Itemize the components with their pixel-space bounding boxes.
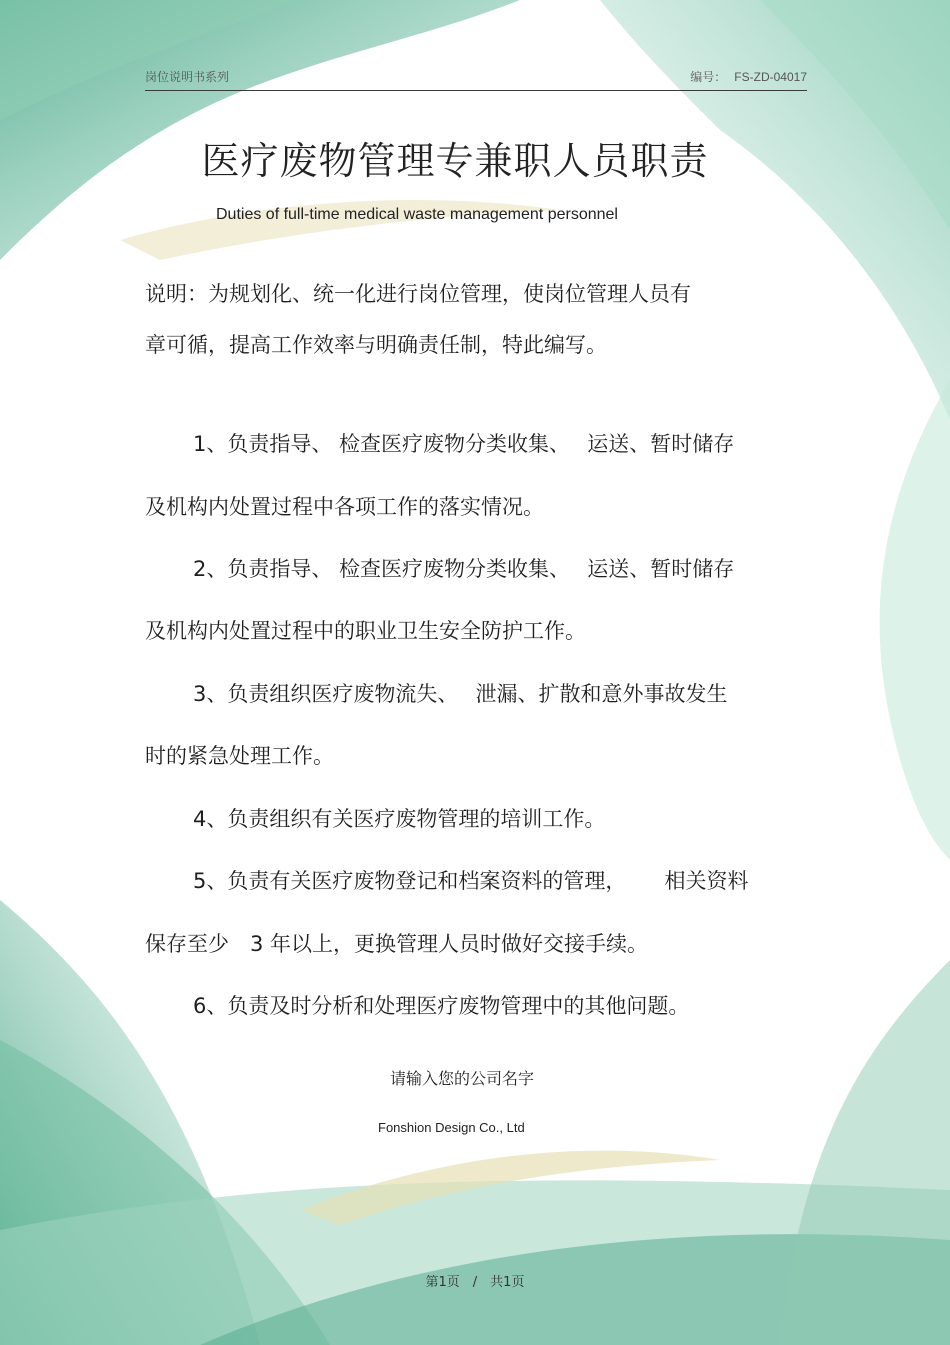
document-title: 医疗废物管理专兼职人员职责 [201, 139, 709, 183]
document-subtitle: Duties of full-time medical waste management personnel [216, 206, 618, 223]
item-6-line-1: 6、负责及时分析和处理医疗废物管理中的其他问题。 [193, 994, 690, 1018]
item-3-line-1: 3、负责组织医疗废物流失、 泄漏、扩散和意外事故发生 [193, 682, 728, 706]
header-code-value: FS-ZD-04017 [734, 70, 807, 84]
page-number: 第1页 / 共1页 [425, 1275, 525, 1290]
item-3-line-2: 时的紧急处理工作。 [145, 744, 334, 768]
intro-line-2: 章可循，提高工作效率与明确责任制，特此编写。 [145, 333, 607, 357]
header-code [690, 68, 807, 85]
company-name-cn: 请输入您的公司名字 [390, 1069, 535, 1088]
item-1-line-2: 及机构内处置过程中各项工作的落实情况。 [145, 495, 544, 519]
header-divider [145, 90, 807, 91]
item-4-line-1: 4、负责组织有关医疗废物管理的培训工作。 [193, 807, 606, 831]
item-5-line-1: 5、负责有关医疗废物登记和档案资料的管理， 相关资料 [193, 869, 749, 893]
item-2-line-1: 2、负责指导、 检查医疗废物分类收集、 运送、暂时储存 [193, 557, 735, 581]
item-1-line-1: 1、负责指导、 检查医疗废物分类收集、 运送、暂时储存 [193, 432, 735, 456]
header-series: 岗位说明书系列 [145, 70, 230, 84]
header-code-label: 编号： [690, 70, 727, 84]
item-2-line-2: 及机构内处置过程中的职业卫生安全防护工作。 [145, 619, 586, 643]
item-5-line-2: 保存至少 3 年以上，更换管理人员时做好交接手续。 [145, 932, 649, 956]
company-name-en: Fonshion Design Co., Ltd [378, 1120, 525, 1135]
intro-line-1: 说明：为规划化、统一化进行岗位管理，使岗位管理人员有 [145, 282, 691, 306]
